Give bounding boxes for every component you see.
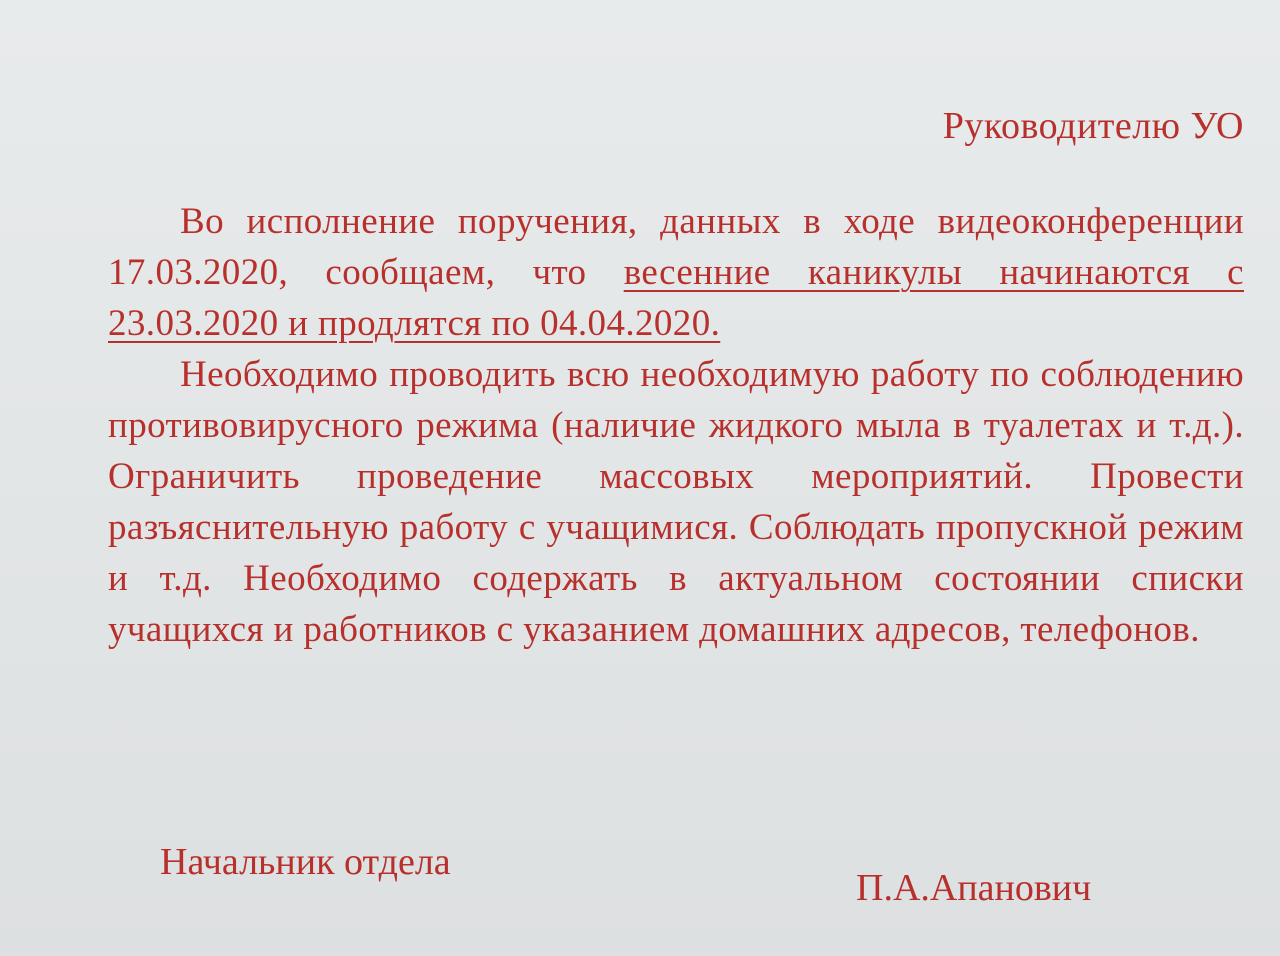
- signer-name: П.А.Апанович: [856, 867, 1092, 909]
- announcement-text: Во исполнение поручения, данных в ходе видеоконференции 17.03.2020, сообщаем, что: [108, 201, 1244, 293]
- letter-body: [108, 196, 1244, 655]
- paragraph-announcement: [108, 196, 1244, 349]
- paragraph-instructions: Необходимо проводить всю необходимую работу по соблюдению противовирусного режима (наличие жидкого мыла в туалетах и т.д.). Ограничить проведение массовых мероприятий. Провести разъяснительную работу с учащимися. Соблюдать пропускной режим и т.д. Необходимо содержать в актуальном состоянии списки учащихся и работников с указанием домашних адресов, телефонов.: [108, 354, 1244, 650]
- holiday-dates-underlined: весенние каникулы начинаются с 23.03.2020 и продлятся по 04.04.2020.: [108, 252, 1244, 344]
- addressee: Руководителю УО: [942, 105, 1244, 147]
- signer-position: Начальник отдела: [160, 841, 451, 883]
